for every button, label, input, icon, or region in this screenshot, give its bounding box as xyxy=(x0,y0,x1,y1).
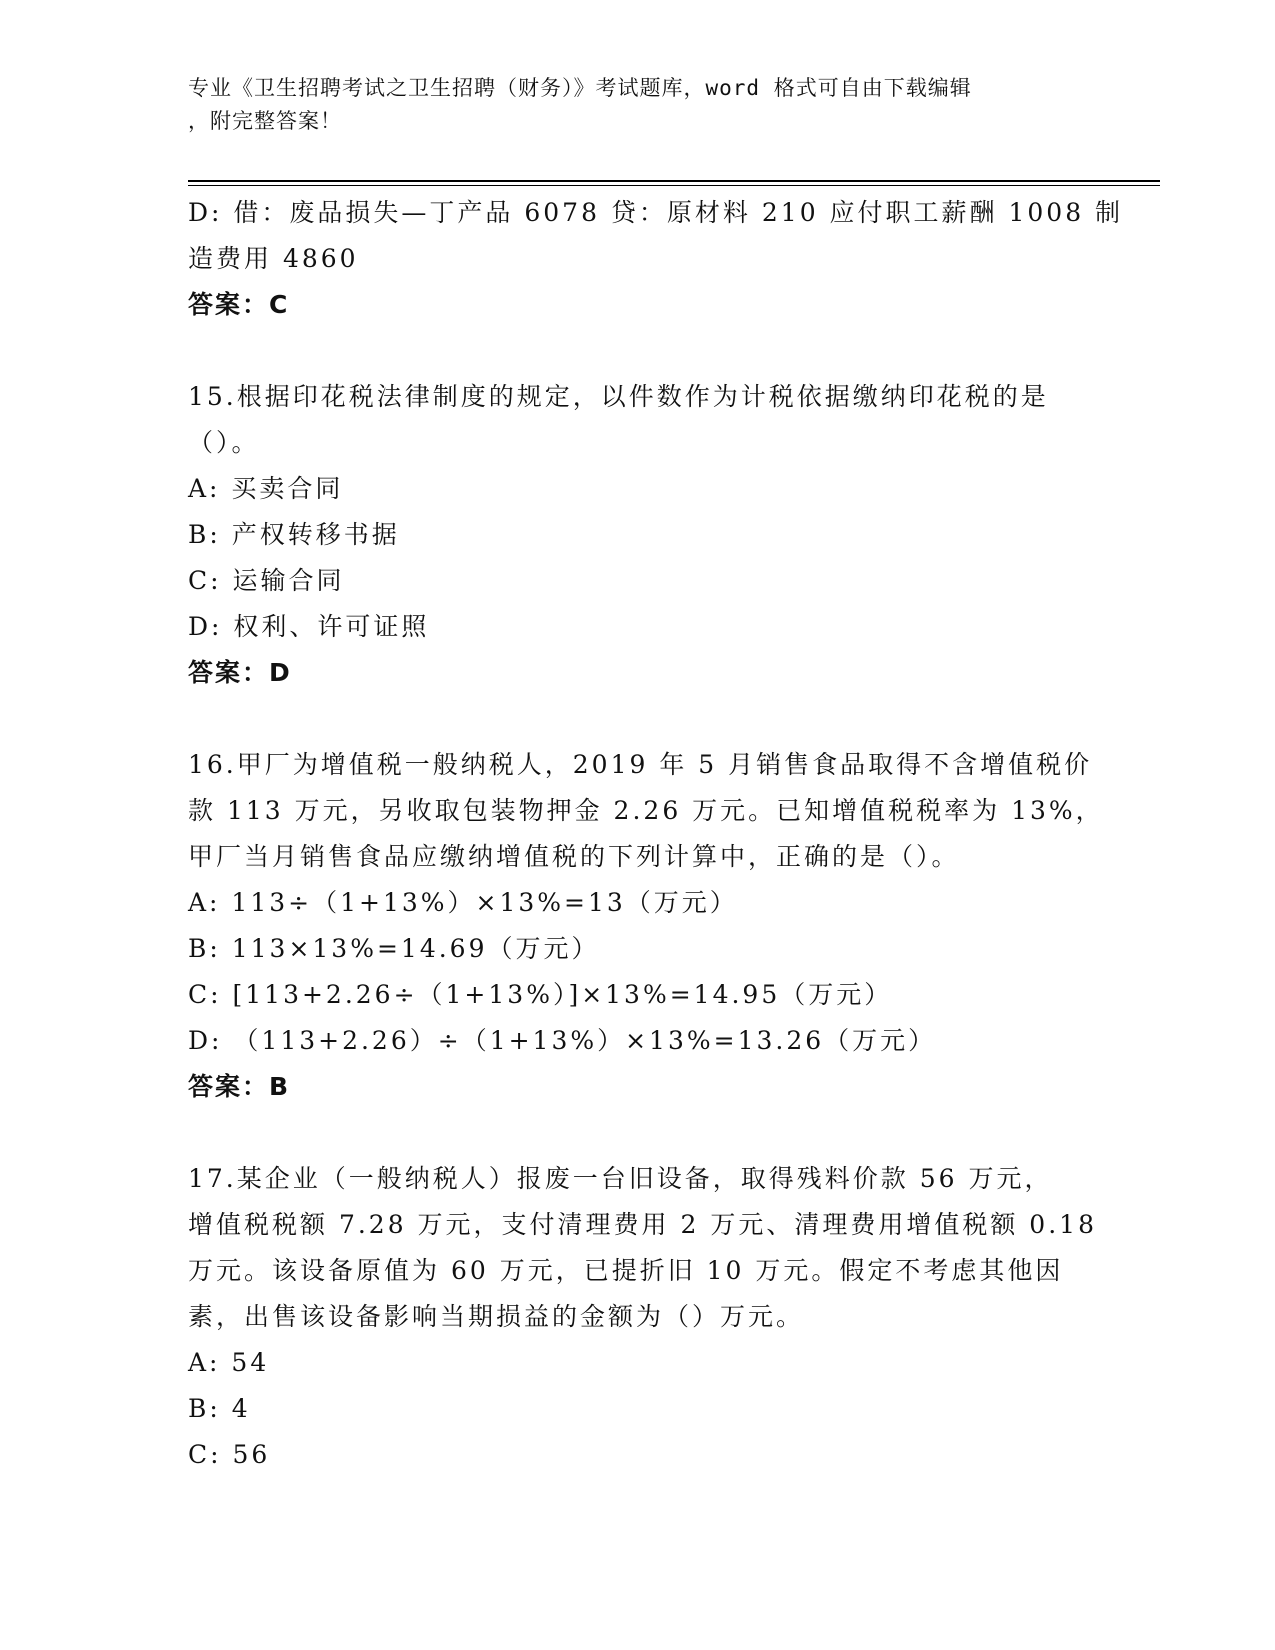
option-b: B: 4 xyxy=(188,1394,251,1423)
option-c: C: 56 xyxy=(188,1440,271,1469)
spacer xyxy=(188,696,1088,742)
answer-line: 答案：D xyxy=(188,658,292,687)
question-15 xyxy=(188,374,1088,696)
question-14-tail xyxy=(188,190,1124,328)
option-a: A: 54 xyxy=(188,1348,270,1377)
option-d: D: （113+2.26）÷（1+13%）×13%=13.26（万元） xyxy=(188,1026,937,1055)
option-d-line-1: D: 借：废品损失—丁产品 6078 贷：原材料 210 应付职工薪酬 1008 制 xyxy=(188,198,1124,227)
question-stem-line-2: 增值税税额 7.28 万元，支付清理费用 2 万元、清理费用增值税额 0.18 xyxy=(188,1210,1097,1239)
option-d: D: 权利、许可证照 xyxy=(188,612,430,641)
option-a: A: 113÷（1+13%）×13%=13（万元） xyxy=(188,888,738,917)
question-16 xyxy=(188,742,1104,1110)
option-c: C: 运输合同 xyxy=(188,566,345,595)
question-stem-line-3: 万元。该设备原值为 60 万元，已提折旧 10 万元。假定不考虑其他因 xyxy=(188,1256,1064,1285)
question-stem-line-3: 甲厂当月销售食品应缴纳增值税的下列计算中，正确的是（）。 xyxy=(188,842,960,871)
header-line-2: ，附完整答案！ xyxy=(188,109,342,133)
header-rule-thick xyxy=(188,180,1160,182)
question-stem-line-1: 16.甲厂为增值税一般纳税人，2019 年 5 月销售食品取得不含增值税价 xyxy=(188,750,1093,779)
question-stem-line-2: 款 113 万元，另收取包装物押金 2.26 万元。已知增值税税率为 13%， xyxy=(188,796,1104,825)
option-b: B: 产权转移书据 xyxy=(188,520,400,549)
question-stem-line-1: 17.某企业（一般纳税人）报废一台旧设备，取得残料价款 56 万元， xyxy=(188,1164,1053,1193)
spacer xyxy=(188,1110,1088,1156)
spacer xyxy=(188,328,1088,374)
option-a: A: 买卖合同 xyxy=(188,474,344,503)
header-line-1: 专业《卫生招聘考试之卫生招聘（财务）》考试题库，word 格式可自由下载编辑 xyxy=(188,76,972,100)
answer-line: 答案：C xyxy=(188,290,290,319)
document-header xyxy=(188,72,1088,138)
header-rule-thin xyxy=(188,185,1160,186)
question-stem-line-2: （）。 xyxy=(188,428,260,457)
question-list xyxy=(188,190,1124,1478)
option-b: B: 113×13%=14.69（万元） xyxy=(188,934,600,963)
question-stem-line-1: 15.根据印花税法律制度的规定，以件数作为计税依据缴纳印花税的是 xyxy=(188,382,1049,411)
option-d-line-2: 造费用 4860 xyxy=(188,244,359,273)
option-c: C: [113+2.26÷（1+13%）]×13%=14.95（万元） xyxy=(188,980,893,1009)
answer-line: 答案：B xyxy=(188,1072,291,1101)
question-stem-line-4: 素，出售该设备影响当期损益的金额为（）万元。 xyxy=(188,1302,805,1331)
question-17 xyxy=(188,1156,1097,1478)
